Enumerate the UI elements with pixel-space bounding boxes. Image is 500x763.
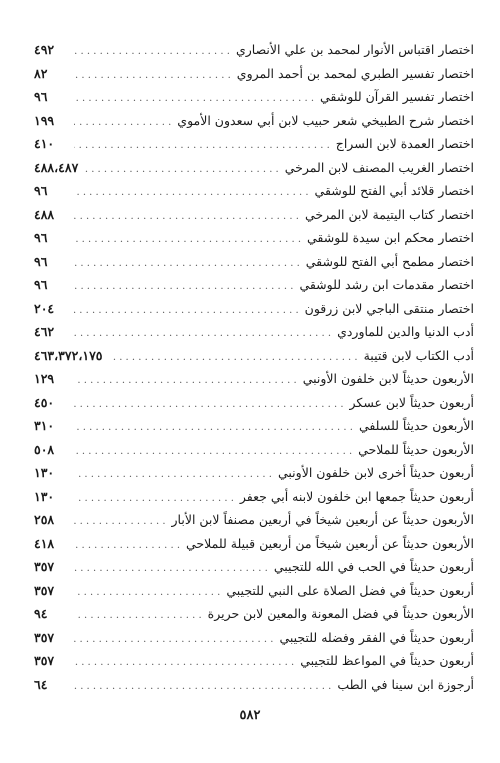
index-entry (34, 203, 474, 227)
entry-pages: ٩٦ (34, 253, 48, 269)
index-entry (34, 109, 474, 133)
leader-dots (109, 346, 358, 370)
entry-title: اختصار قلائد أبي الفتح للوشقي (314, 183, 474, 198)
entry-pages: ٤١٠ (34, 136, 55, 151)
entry-title: اختصار تفسير القرآن للوشقي (320, 89, 474, 104)
index-entry (34, 344, 474, 368)
entry-title: أربعون حديثاً لابن عسكر (349, 394, 474, 410)
entry-pages: ٩٦ (34, 89, 48, 104)
entry-title: اختصار الغريب المصنف لابن المرخي (284, 159, 474, 175)
entry-pages: ١٢٩ (34, 371, 55, 386)
index-entry (34, 579, 474, 603)
index-entry (34, 320, 474, 344)
entry-pages: ٥٠٨ (34, 441, 55, 457)
index-entry (34, 602, 474, 626)
index-entry (34, 391, 474, 415)
entry-title: أدب الكتاب لابن قتيبة (363, 347, 474, 363)
entry-title: أربعون حديثاً جمعها ابن خلفون لابنه أبي جعفر (239, 488, 474, 504)
leader-dots (74, 487, 234, 511)
entry-title: أربعون حديثاً في فضل الصلاة على النبي للتجيبي (226, 582, 474, 598)
entry-title: اختصار مقدمات ابن رشد للوشقي (299, 277, 474, 292)
index-entry (34, 673, 474, 697)
index-entry (34, 297, 474, 321)
entry-title: اختصار مطمح أبي الفتح للوشقي (305, 253, 474, 269)
entry-title: الأربعون حديثاً عن أربعين شيخاً من أربعين قبيلة للملاحي (186, 535, 474, 551)
entry-pages: ٩٤ (34, 606, 48, 621)
leader-dots (74, 40, 230, 64)
entry-pages: ٣٥٧ (34, 629, 55, 645)
entry-pages: ٤٨٨،٤٨٧ (34, 159, 79, 175)
index-entry (34, 132, 474, 156)
leader-dots (74, 252, 300, 276)
page-number: ٥٨٢ (239, 708, 261, 723)
index-entry (34, 156, 474, 180)
leader-dots (74, 675, 331, 699)
leader-dots (84, 158, 278, 182)
entry-title: اختصار اقتباس الأنوار لمحمد بن علي الأنصاري (235, 42, 474, 57)
index-entry (34, 414, 474, 438)
index-entry (34, 485, 474, 509)
entry-pages: ٤٦٢ (34, 324, 55, 339)
entry-pages: ١٣٠ (34, 465, 55, 480)
entry-pages: ٩٦ (34, 183, 48, 198)
index-entry (34, 367, 474, 391)
index-entry (34, 179, 474, 203)
entry-pages: ٤٩٢ (34, 42, 55, 57)
entry-title: اختصار العمدة لابن السراج (335, 136, 474, 151)
index-entry (34, 649, 474, 673)
leader-dots (74, 205, 299, 229)
entry-pages: ٣١٠ (34, 418, 55, 433)
leader-dots (74, 87, 314, 111)
entry-pages: ٣٥٧ (34, 559, 55, 574)
leader-dots (74, 440, 352, 464)
leader-dots (74, 651, 294, 675)
entry-title: أربعون حديثاً في الفقر وفضله للتجيبي (279, 629, 474, 645)
index-entry (34, 532, 474, 556)
entry-pages: ٩٦ (34, 277, 48, 292)
entry-title: الأربعون حديثاً عن أربعين شيخاً في أربعين مصنفاً لابن الأبار (171, 512, 474, 527)
entry-pages: ٦٤ (34, 676, 48, 692)
leader-dots (74, 228, 301, 252)
entry-title: اختصار شرح الطبيخي شعر حبيب لابن أبي سعدون الأموي (177, 112, 474, 128)
entry-pages: ٩٦ (34, 230, 48, 245)
entry-pages: ١٩٩ (34, 112, 55, 128)
index-entry (34, 273, 474, 297)
index-entry (34, 555, 474, 579)
leader-dots (74, 181, 309, 205)
entry-pages: ٨٢ (34, 65, 48, 81)
leader-dots (74, 557, 268, 581)
entry-title: أدب الدنيا والدين للماوردي (337, 324, 474, 339)
leader-dots (74, 534, 180, 558)
entry-title: اختصار تفسير الطبري لمحمد بن أحمد المروي (236, 65, 474, 81)
index-entry (34, 62, 474, 86)
entry-pages: ٢٥٨ (34, 512, 55, 527)
entry-pages: ٤٦٣،٣٧٢،١٧٥ (34, 347, 103, 363)
entry-title: أرجوزة ابن سينا في الطب (337, 676, 474, 692)
index-entry (34, 250, 474, 274)
index-entry (34, 461, 474, 485)
leader-dots (74, 628, 273, 652)
entry-title: الأربعون حديثاً للملاحي (358, 441, 474, 457)
index-entry (34, 508, 474, 532)
leader-dots (74, 111, 171, 135)
leader-dots (74, 463, 272, 487)
entry-title: الأربعون حديثاً في فضل المعونة والمعين لابن حريرة (207, 606, 474, 621)
entry-title: أربعون حديثاً في الحب في الله للتجيبي (273, 559, 474, 574)
entry-title: أربعون حديثاً في المواعظ للتجيبي (300, 653, 474, 668)
entry-pages: ٤٥٠ (34, 394, 55, 410)
leader-dots (74, 416, 353, 440)
index-entry (34, 38, 474, 62)
leader-dots (74, 299, 299, 323)
leader-dots (74, 322, 331, 346)
entry-pages: ٢٠٤ (34, 300, 55, 316)
entry-pages: ٤٨٨ (34, 206, 55, 222)
entry-title: أربعون حديثاً أخرى لابن خلفون الأونبي (277, 465, 474, 480)
entry-pages: ١٣٠ (34, 488, 55, 504)
entry-title: اختصار كتاب اليتيمة لابن المرخي (304, 206, 474, 222)
index-entry (34, 85, 474, 109)
entry-title: اختصار محكم ابن سيدة للوشقي (307, 230, 474, 245)
index-entry (34, 626, 474, 650)
entry-pages: ٣٥٧ (34, 653, 55, 668)
leader-dots (74, 393, 344, 417)
index-entry (34, 438, 474, 462)
index-entries (34, 38, 474, 696)
index-entry (34, 226, 474, 250)
leader-dots (74, 64, 231, 88)
leader-dots (74, 510, 166, 534)
leader-dots (74, 604, 202, 628)
entry-title: الأربعون حديثاً لابن خلفون الأونبي (302, 371, 474, 386)
entry-pages: ٣٥٧ (34, 582, 55, 598)
leader-dots (74, 581, 220, 605)
leader-dots (74, 369, 297, 393)
leader-dots (74, 134, 330, 158)
entry-title: الأربعون حديثاً للسلفي (358, 418, 474, 433)
leader-dots (74, 275, 293, 299)
entry-pages: ٤١٨ (34, 535, 55, 551)
entry-title: اختصار منتقى الباجي لابن زرقون (304, 300, 474, 316)
